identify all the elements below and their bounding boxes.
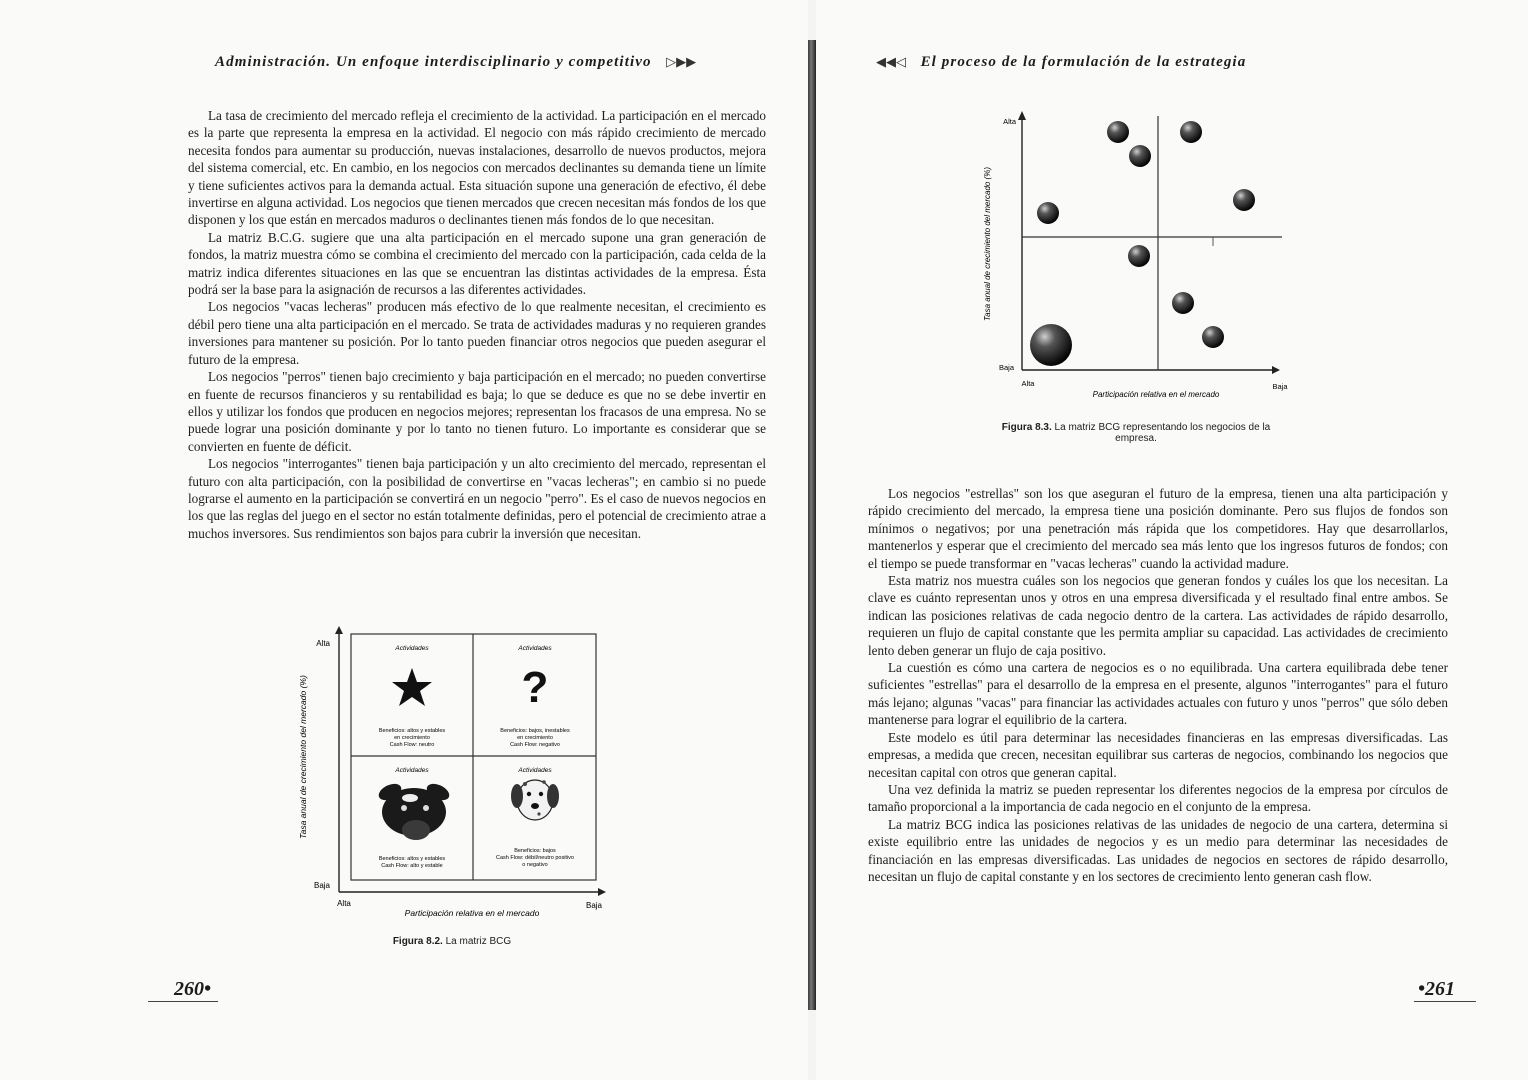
fig1-y-high: Alta xyxy=(316,639,330,648)
fig2-x-high: Alta xyxy=(1021,379,1035,388)
page-number: 260 xyxy=(174,978,204,1000)
quadrant-line: Beneficios: altos y estables xyxy=(378,856,446,862)
fig1-x-axis-label: Participación relativa en el mercado xyxy=(404,908,540,918)
paragraph: La matriz BCG indica las posiciones relativas de las unidades de negocio de una cartera, determina si existe equilibrio entre las unidades de negocios y es un medio para determinar las necesidades de financiación en las empresas diversificadas. Las unidades de negocios en sectores de rápido desarrollo, necesitan un flujo de capital constante y en los sectores de crecimiento lento generan cash flow. xyxy=(868,816,1448,884)
quadrant-line: o negativo xyxy=(522,862,548,868)
right-head-arrows: ◀◀◁ xyxy=(876,54,906,69)
figure-8-2-caption xyxy=(352,936,552,947)
paragraph: Este modelo es útil para determinar las necesidades financieras en las empresas diversificadas. Las empresas, a medida que crecen, necesitan equilibrar sus carteras de negocios, combinando los negocios que necesitan capital con otros que generan capital. xyxy=(868,729,1448,780)
caption-text: La matriz BCG xyxy=(445,936,512,947)
right-footer-rule xyxy=(1414,1001,1476,1002)
left-running-head xyxy=(215,54,696,71)
page-number: 261 xyxy=(1425,978,1456,1000)
question-mark-icon: ? xyxy=(521,663,549,712)
left-body-text xyxy=(188,107,766,542)
bcg-portfolio-figure xyxy=(976,106,1296,411)
left-folio: 260• xyxy=(174,978,212,1000)
right-running-head-text: El proceso de la formulación de la estrategia xyxy=(920,54,1247,70)
cow-icon xyxy=(376,781,452,840)
fig1-x-high: Alta xyxy=(337,899,351,908)
paragraph: La matriz B.C.G. sugiere que una alta participación en el mercado supone una gran generación de fondos, la matriz muestra cómo se combina el crecimiento del mercado con la participación, cada celda de la matriz indica diferentes situaciones en las que se encuentran las distintas actividades de la empresa. Ésta podrá ser la base para la asignación de recursos a las diferentes actividades. xyxy=(188,229,766,298)
fig2-y-low: Baja xyxy=(998,363,1014,372)
fig1-x-low: Baja xyxy=(585,901,603,910)
quadrant-title: Actividades xyxy=(518,645,552,652)
quadrant-line: Cash Flow: débil/neutro positivo xyxy=(496,855,574,861)
paragraph: La tasa de crecimiento del mercado refleja el crecimiento de la actividad. La participación en el mercado es la parte que representa la empresa en la actividad. El negocio con más rápido crecimiento de mercado necesita fondos para aumentar su producción, nuevas instalaciones, desarrollo de nuevos productos, mejora del sistema comercial, etc. En cambio, en los negocios con mercados declinantes su demanda tiene un límite y tiene suficientes activos para la demanda actual. Esta situación supone una generación de efectivo, él debe invertirse en alguna actividad. Los negocios que tienen mercados que crecen necesitan más fondos de los que disponen y los que están en mercados maduros o declinantes tienen más fondos de lo que necesitan. xyxy=(188,108,766,228)
paragraph: Una vez definida la matriz se pueden representar los diferentes negocios de la empresa por círculos de tamaño proporcional a la importancia de cada negocio en el conjunto de la empresa. xyxy=(868,781,1448,815)
paragraph: Los negocios "estrellas" son los que aseguran el futuro de la empresa, tienen una alta participación y rápido crecimiento del mercado, la empresa tiene una posición dominante. Pero sus flujos de fondos son mínimos o negativos; por una penetración más rápida que los competidores. Hay que desarrollarlos, mantenerlos y esperar que el crecimiento del mercado sea más lento que los ingresos futuros de fondos; con el tiempo se puede transformar en "vacas lecheras" cuando la actividad madure. xyxy=(868,486,1448,571)
quadrant-line: Beneficios: bajos, inestables xyxy=(500,728,570,734)
right-body-text xyxy=(868,485,1448,885)
right-running-head xyxy=(876,54,1246,71)
left-head-arrows: ▷▶▶ xyxy=(666,54,697,69)
paragraph: Los negocios "interrogantes" tienen baja participación y un alto crecimiento del mercado, representan el futuro con alta participación, con la posibilidad de convertirse en "vacas lecheras"; en cambio si no puede lograrse el aumento en la participación se convertirá en un negocio "perro". Es el caso de nuevos negocios en los que las reglas del juego en el sector no están totalmente definidas, pero el potencial de crecimiento atrae a muchos inversores. Sus rendimientos son bajos para cubrir la inversión que necesitan. xyxy=(188,456,766,541)
business-circle xyxy=(1107,121,1129,143)
fig2-x-low: Baja xyxy=(1272,382,1288,391)
quadrant-title: Actividades xyxy=(395,767,429,774)
right-folio: •261 xyxy=(1418,978,1456,1000)
caption-label: Figura 8.3. xyxy=(1001,422,1052,433)
quadrant-line: Cash Flow: alto y estable xyxy=(381,863,443,869)
figure-8-3-caption xyxy=(986,422,1286,444)
quadrant-line: en crecimiento xyxy=(517,735,553,741)
quadrant-title: Actividades xyxy=(395,645,429,652)
fig2-y-high: Alta xyxy=(1003,117,1016,126)
fig2-x-axis-label: Participación relativa en el mercado xyxy=(1092,390,1220,399)
quadrant-line: Cash Flow: negativo xyxy=(510,742,560,748)
fig1-y-axis-label: Tasa anual de crecimiento del mercado (%) xyxy=(298,675,308,839)
business-circle xyxy=(1233,189,1255,211)
book-gutter xyxy=(808,40,816,1010)
quadrant-line: en crecimiento xyxy=(394,735,430,741)
quadrant-title: Actividades xyxy=(518,767,552,774)
quadrant-line: Cash Flow: neutro xyxy=(389,742,435,748)
caption-text: La matriz BCG representando los negocios de la empresa. xyxy=(1054,422,1271,444)
paragraph: La cuestión es cómo una cartera de negocios es o no equilibrada. Una cartera equilibrada debe tener suficientes "estrellas" para el desarrollo de la empresa en el presente, algunos "interrogantes" para el futuro más lejano; algunas "vacas" para financiar las actividades actuales con futuro y unos "perros" que sólo deben mantenerse para lograr el equilibrio de la cartera. xyxy=(868,660,1448,728)
business-circle xyxy=(1030,324,1072,366)
star-icon xyxy=(392,668,432,706)
left-footer-rule xyxy=(148,1001,218,1002)
fig1-y-low: Baja xyxy=(313,881,330,890)
business-circle xyxy=(1128,245,1150,267)
paragraph: Los negocios "perros" tienen bajo crecimiento y baja participación en el mercado; no pueden convertirse en fuente de recursos financieros y su rentabilidad es baja; lo que se deduce es que no se debe invertir en ellos y utilizar los fondos que producen en negocios mejores; representan los fracasos de una empresa. No se puede lograr una posición dominante y por lo tanto no tienen futuro. Lo importante es considerar que se convierten en fuente de déficit. xyxy=(188,369,766,454)
business-circle xyxy=(1129,145,1151,167)
fig2-y-axis-label: Tasa anual de crecimiento del mercado (%) xyxy=(983,166,992,322)
dog-icon xyxy=(511,780,559,820)
paragraph: Esta matriz nos muestra cuáles son los negocios que generan fondos y cuáles los que los necesitan. La clave es cuánto representan unos y otros en una empresa diversificada y el resultado final entre ambos. Se indican las posiciones relativas de cada negocio dentro de la cartera. Las actividades de rápido desarrollo, requieren un flujo de capital constante que les permita ampliar su capacidad. Las actividades de crecimiento lento deben generar un flujo de caja positivo. xyxy=(868,573,1448,658)
business-circle xyxy=(1202,326,1224,348)
left-running-head-text: Administración. Un enfoque interdisciplinario y competitivo xyxy=(215,54,652,70)
business-circle xyxy=(1180,121,1202,143)
business-circle xyxy=(1172,292,1194,314)
business-circle xyxy=(1037,202,1059,224)
caption-label: Figura 8.2. xyxy=(392,936,443,947)
paragraph: Los negocios "vacas lecheras" producen más efectivo de lo que realmente necesitan, el crecimiento es débil pero tiene una alta participación en el mercado. Se trata de actividades maduras y no requieren grandes inversiones para mantener su posición. Por lo tanto pueden financiar otros negocios que pueden asegurar el futuro de la empresa. xyxy=(188,299,766,367)
quadrant-line: Beneficios: bajos xyxy=(514,848,556,854)
bcg-matrix-figure xyxy=(292,622,622,927)
quadrant-line: Beneficios: altos y estables xyxy=(378,728,446,734)
